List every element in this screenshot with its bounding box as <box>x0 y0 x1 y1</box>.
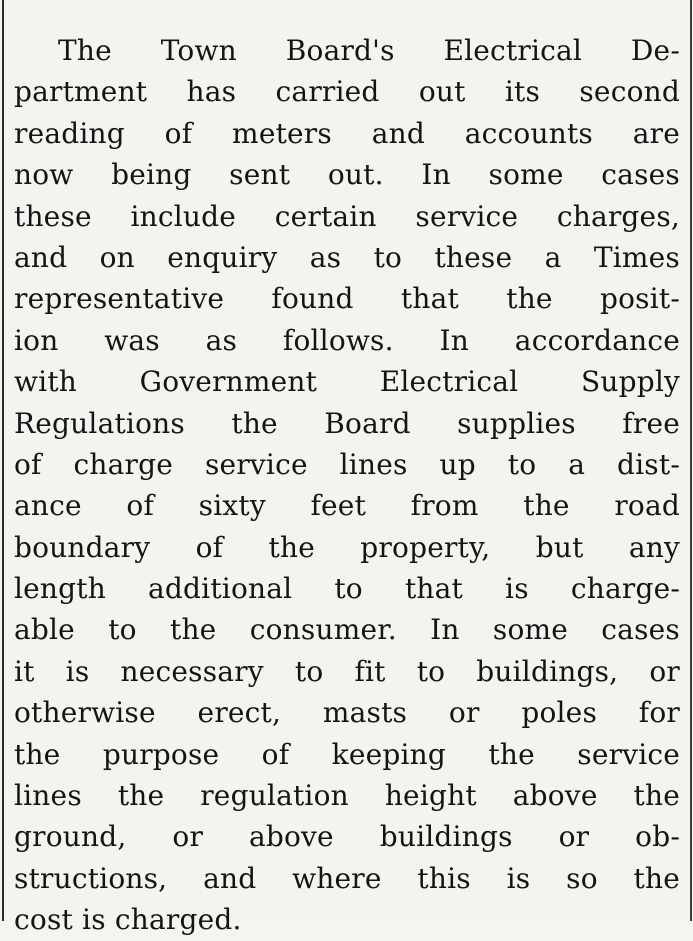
left-column-rule <box>2 0 4 921</box>
article-line: with Government Electrical Supply <box>14 365 680 399</box>
article-line: Regulations the Board supplies free <box>14 406 680 440</box>
article-line: otherwise erect, masts or poles for <box>14 696 680 730</box>
article-line: and on enquiry as to these a Times <box>14 240 680 274</box>
article-line: ion was as follows. In accordance <box>14 323 680 357</box>
article-line: the purpose of keeping the service <box>14 737 680 771</box>
article-line: of charge service lines up to a dist- <box>14 447 680 481</box>
article-line: length additional to that is charge- <box>14 572 680 606</box>
article-line: ground, or above buildings or ob- <box>14 820 680 854</box>
article-line: these include certain service charges, <box>14 199 680 233</box>
right-column-rule <box>690 0 692 921</box>
article-line: lines the regulation height above the <box>14 779 680 813</box>
article-line: it is necessary to fit to buildings, or <box>14 654 680 688</box>
article-line: partment has carried out its second <box>14 75 680 109</box>
article-line: structions, and where this is so the <box>14 861 680 895</box>
article-line: representative found that the posit- <box>14 282 680 316</box>
article-text <box>14 30 680 941</box>
article-line: able to the consumer. In some cases <box>14 613 680 647</box>
article-line: reading of meters and accounts are <box>14 116 680 150</box>
article-line: cost is charged. <box>14 903 242 937</box>
article-line: boundary of the property, but any <box>14 530 680 564</box>
article-line: ance of sixty feet from the road <box>14 489 680 523</box>
article-line: The Town Board's Electrical De- <box>58 34 680 67</box>
article-line: now being sent out. In some cases <box>14 158 680 192</box>
